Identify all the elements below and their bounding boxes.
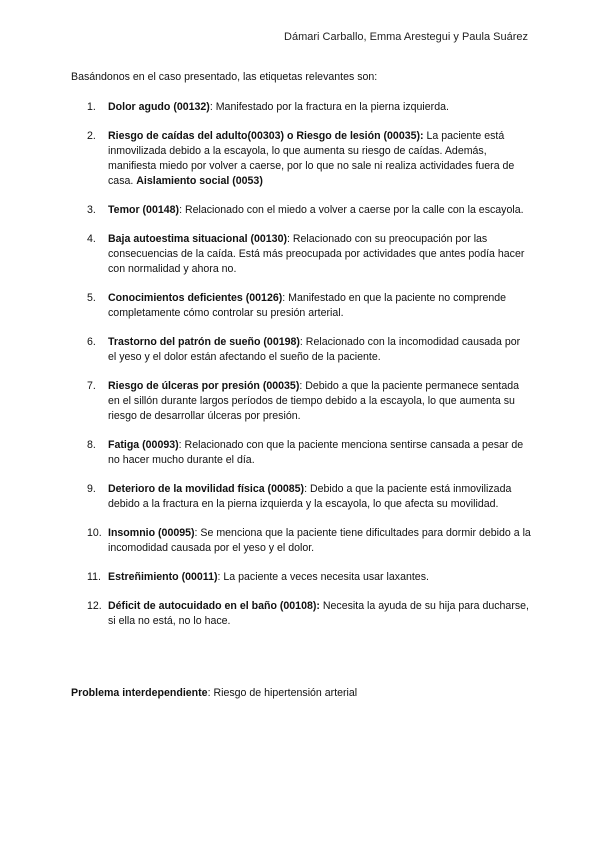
list-item xyxy=(71,232,531,277)
problem-text: : Riesgo de hipertensión arterial xyxy=(207,687,358,699)
diagnosis-text: : Se menciona que la paciente tiene dificultades para dormir debido a la incomodidad causada por el yeso y el dolor. xyxy=(108,527,531,554)
problem-label: Problema interdependiente xyxy=(71,687,208,699)
list-number: 4. xyxy=(87,233,96,245)
list-number: 10. xyxy=(87,527,102,539)
diagnosis-label: Conocimientos deficientes (00126) xyxy=(108,292,283,304)
list-number: 2. xyxy=(87,130,96,142)
diagnosis-text: : Manifestado por la fractura en la pierna izquierda. xyxy=(209,101,449,113)
diagnosis-text: Necesita la ayuda de su hija para ducharse, si ella no está, no lo hace. xyxy=(108,600,529,627)
list-item xyxy=(71,379,531,424)
diagnosis-label: Dolor agudo (00132) xyxy=(108,101,210,113)
list-number: 5. xyxy=(87,292,96,304)
list-item xyxy=(71,526,531,556)
diagnosis-label: Riesgo de caídas del adulto(00303) o Riesgo de lesión (00035): xyxy=(108,130,424,142)
list-number: 11. xyxy=(87,571,101,583)
diagnosis-text: : Debido a que la paciente está inmovilizada debido a la fractura en la pierna izquierda y la escayola, lo que afecta su movilidad. xyxy=(108,483,512,510)
intro-paragraph: Basándonos en el caso presentado, las etiquetas relevantes son: xyxy=(71,71,378,83)
list-number: 1. xyxy=(87,101,96,113)
page-header-authors: Dámari Carballo, Emma Arestegui y Paula Suárez xyxy=(284,31,528,43)
diagnosis-text: : Relacionado con que la paciente menciona sentirse cansada a pesar de no hacer mucho durante el día. xyxy=(108,439,524,466)
list-item xyxy=(71,129,531,189)
list-item xyxy=(71,438,531,468)
diagnosis-text: : Debido a que la paciente permanece sentada en el sillón durante largos períodos de tiempo debido a la escayola, lo que aumenta su riesgo de desarrollar úlceras por presión. xyxy=(108,380,520,422)
list-item xyxy=(71,335,531,365)
list-number: 7. xyxy=(87,380,96,392)
diagnosis-list xyxy=(71,100,531,643)
list-item xyxy=(71,203,531,218)
interdependent-problem xyxy=(71,686,531,701)
list-number: 12. xyxy=(87,600,102,612)
diagnosis-label: Estreñimiento (00011) xyxy=(108,571,218,583)
diagnosis-label: Deterioro de la movilidad física (00085) xyxy=(108,483,305,495)
list-number: 8. xyxy=(87,439,96,451)
list-item xyxy=(71,482,531,512)
diagnosis-label: Insomnio (00095) xyxy=(108,527,195,539)
diagnosis-text: : Relacionado con el miedo a volver a caerse por la calle con la escayola. xyxy=(179,204,524,216)
diagnosis-label: Baja autoestima situacional (00130) xyxy=(108,233,287,245)
diagnosis-text: : La paciente a veces necesita usar laxantes. xyxy=(217,571,429,583)
list-item xyxy=(71,100,531,115)
diagnosis-text: : Relacionado con su preocupación por las consecuencias de la caída. Está más preocupada por actividades que antes podía hacer con normalidad y ahora no. xyxy=(108,233,525,275)
diagnosis-label: Riesgo de úlceras por presión (00035) xyxy=(108,380,300,392)
list-number: 3. xyxy=(87,204,96,216)
diagnosis-label-secondary: Aislamiento social (0053) xyxy=(136,175,263,187)
diagnosis-label: Déficit de autocuidado en el baño (00108): xyxy=(108,600,320,612)
list-item xyxy=(71,570,531,585)
list-number: 6. xyxy=(87,336,96,348)
diagnosis-label: Temor (00148) xyxy=(108,204,180,216)
list-number: 9. xyxy=(87,483,96,495)
diagnosis-text: : Relacionado con la incomodidad causada por el yeso y el dolor están afectando el sueño de la paciente. xyxy=(108,336,521,363)
list-item xyxy=(71,291,531,321)
diagnosis-label: Trastorno del patrón de sueño (00198) xyxy=(108,336,300,348)
list-item xyxy=(71,599,531,629)
diagnosis-label: Fatiga (00093) xyxy=(108,439,179,451)
diagnosis-text: : Manifestado en que la paciente no comprende completamente cómo controlar su presión arterial. xyxy=(108,292,507,319)
diagnosis-text: La paciente está inmovilizada debido a la escayola, lo que aumenta su riesgo de caídas. Además, manifiesta miedo por volver a caerse, por lo que no sale ni realiza actividades fuera de casa. xyxy=(108,130,515,187)
